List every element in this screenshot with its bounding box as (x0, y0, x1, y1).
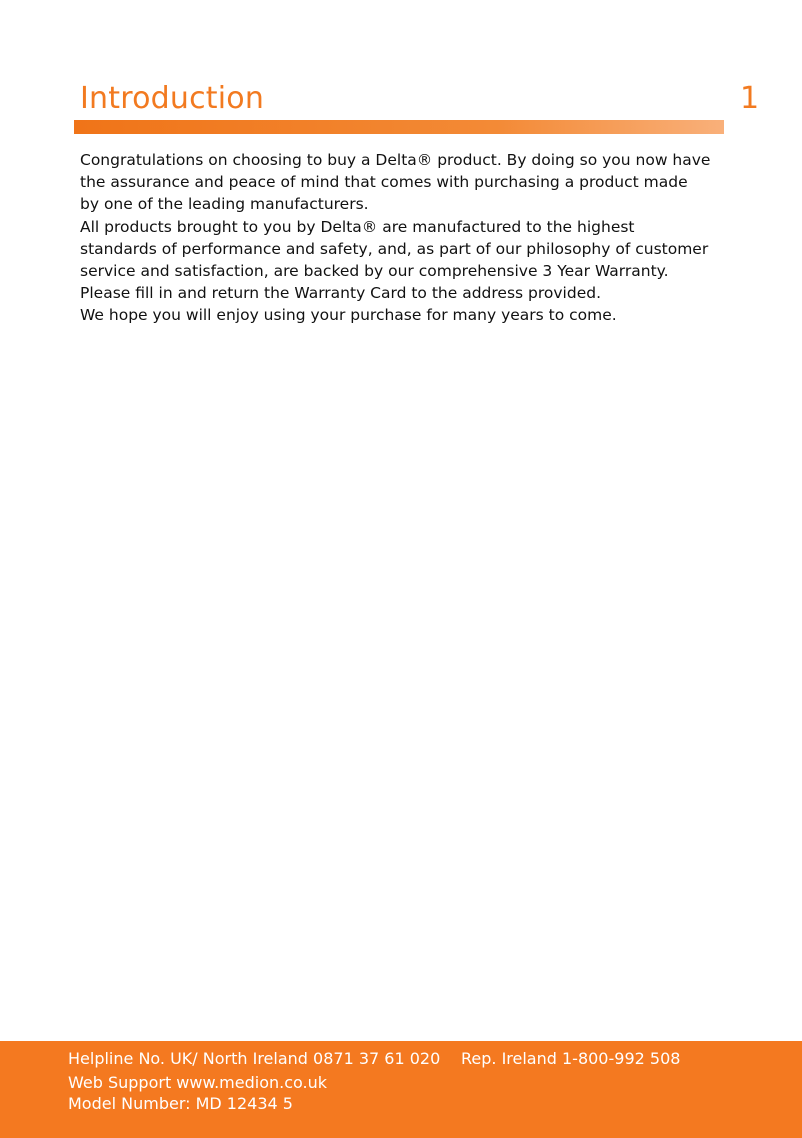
web-support: Web Support www.medion.co.uk (68, 1073, 328, 1092)
title-underline-bar (74, 120, 724, 134)
helpline-uk: Helpline No. UK/ North Ireland 0871 37 61 020 (68, 1049, 441, 1068)
intro-line: standards of performance and safety, and, as part of our philosophy of customer (80, 239, 709, 258)
intro-line: Congratulations on choosing to buy a Delta® product. By doing so you now have (80, 151, 711, 169)
page-number: 1 (740, 81, 760, 116)
page-title: Introduction (80, 81, 265, 116)
intro-line: All products brought to you by Delta® are manufactured to the highest (80, 217, 635, 236)
footer-bar (0, 1041, 802, 1138)
helpline-ireland: Rep. Ireland 1-800-992 508 (461, 1049, 681, 1068)
intro-line: Please fill in and return the Warranty Card to the address provided. (80, 284, 601, 303)
introduction-text (80, 149, 730, 327)
intro-line: service and satisfaction, are backed by our comprehensive 3 Year Warranty. (80, 262, 669, 281)
model-number: Model Number: MD 12434 5 (68, 1094, 293, 1113)
intro-line: We hope you will enjoy using your purchase for many years to come. (80, 306, 617, 325)
intro-line: the assurance and peace of mind that comes with purchasing a product made (80, 173, 688, 192)
intro-line: by one of the leading manufacturers. (80, 195, 369, 214)
